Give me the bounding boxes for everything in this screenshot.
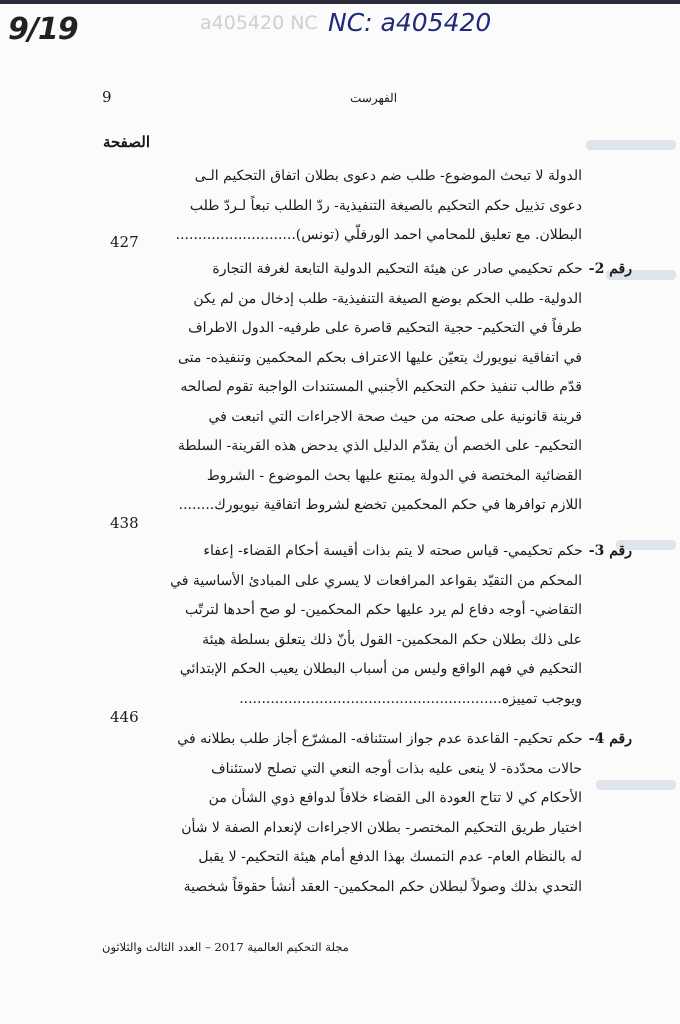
- toc-entry: [80, 537, 632, 726]
- handwritten-reference: NC: a405420: [328, 8, 492, 37]
- entry-line: قدّم طالب تنفيذ حكم التحكيم الأجنبي المستندات الواجبة تقوم لصالحه: [180, 379, 582, 395]
- entry-line: طرفاً في التحكيم- حجية التحكيم قاصرة على طرفيه- الدول الاطراف: [188, 320, 582, 336]
- page-column-heading: الصفحة: [102, 133, 150, 151]
- toc-entry: [80, 255, 632, 532]
- entry-line: التحكيم في فهم الواقع وليس من أسباب البطلان يعيب الحكم الإبتدائي: [179, 661, 582, 677]
- entry-line: حالات محدّدة- لا ينعى عليه بذات أوجه النعي التي تصلح لاستئناف: [211, 760, 582, 777]
- entry-page-number: 446: [110, 708, 139, 726]
- bleed-through-shadow: [586, 140, 676, 150]
- entry-line: في اتفاقية نيويورك يتعيّن عليها الاعتراف بحكم المحكمين وتنفيذه- متى: [178, 349, 582, 366]
- journal-footer: مجلة التحكيم العالمية 2017 – العدد الثالث والثلاثون: [102, 940, 349, 954]
- entry-number: رقم 3-: [588, 543, 632, 559]
- scan-top-edge: [0, 0, 680, 4]
- entry-line: حكم تحكيم- القاعدة عدم جواز استئنافه- المشرّع أجاز طلب بطلانه في: [177, 731, 583, 747]
- entry-line: دعوى تذييل حكم التحكيم بالصيغة التنفيذية- ردّ الطلب تبعاً لـردّ طلب: [189, 197, 582, 214]
- entry-line: الدولة لا تبحث الموضوع- طلب ضم دعوى بطلان اتفاق التحكيم الـى: [194, 168, 582, 184]
- entry-line: على ذلك بطلان حكم المحكمين- القول بأنّ ذلك يتعلق بسلطة هيئة: [202, 631, 582, 648]
- entry-line: القضائية المختصة في الدولة يمتنع عليها بحث الموضوع - الشروط: [206, 467, 582, 484]
- toc-entry: [80, 162, 632, 251]
- entry-line: الدولية- طلب الحكم بوضع الصيغة التنفيذية- طلب إدخال من لم يكن: [193, 290, 582, 307]
- page-number: 9: [102, 88, 112, 106]
- entry-page-number: 427: [110, 233, 139, 251]
- entry-line: ويوجب تمييزه...........................................................: [239, 690, 582, 707]
- handwritten-page-mark: 9/19: [8, 12, 78, 47]
- entry-page-number: 438: [110, 514, 139, 532]
- toc-entry: [80, 725, 632, 902]
- running-header: الفهرست: [350, 91, 398, 105]
- entry-line: المحكم من التقيّد بقواعد المرافعات لا يسري على المبادئ الأساسية في: [170, 572, 582, 589]
- entry-line: حكم تحكيمي- قياس صحته لا يتم بذات أقيسة أحكام القضاء- إعفاء: [203, 543, 583, 559]
- entry-line: له بالنظام العام- عدم التمسك بهذا الدفع أمام هيئة التحكيم- لا يقبل: [198, 849, 582, 865]
- bleed-through-mark: a405420 NC: [200, 12, 318, 34]
- entry-line: حكم تحكيمي صادر عن هيئة التحكيم الدولية التابعة لغرفة التجارة: [212, 261, 583, 277]
- entry-line: الأحكام كي لا تتاح العودة الى القضاء خلافاً لدوافع ذوي الشأن من: [208, 790, 582, 806]
- entry-line: التقاضي- أوجه دفاع لم يرد عليها حكم المحكمين- لو صح أحدها لترتّب: [185, 602, 582, 618]
- entry-line: البطلان. مع تعليق للمحامي احمد الورفلّي (تونس)...........................: [175, 227, 582, 243]
- entry-number: رقم 2-: [588, 261, 632, 277]
- entry-number: رقم 4-: [588, 731, 632, 747]
- entry-line: قرينة قانونية على صحته من حيث صحة الاجراءات التي اتبعت في: [208, 408, 582, 425]
- entry-line: اللازم توافرها في حكم المحكمين تخضع لشروط اتفاقية نيويورك........: [178, 497, 582, 513]
- entry-line: اختيار طريق التحكيم المختصر- بطلان الاجراءات لإنعدام الصفة لا شأن: [181, 819, 582, 836]
- entry-line: التحدي بذلك وصولاً لبطلان حكم المحكمين- العقد أنشأ حقوقاً شخصية: [183, 878, 582, 895]
- entry-line: التحكيم- على الخصم أن يقدّم الدليل الذي يدحض هذه القرينة- السلطة: [177, 438, 582, 454]
